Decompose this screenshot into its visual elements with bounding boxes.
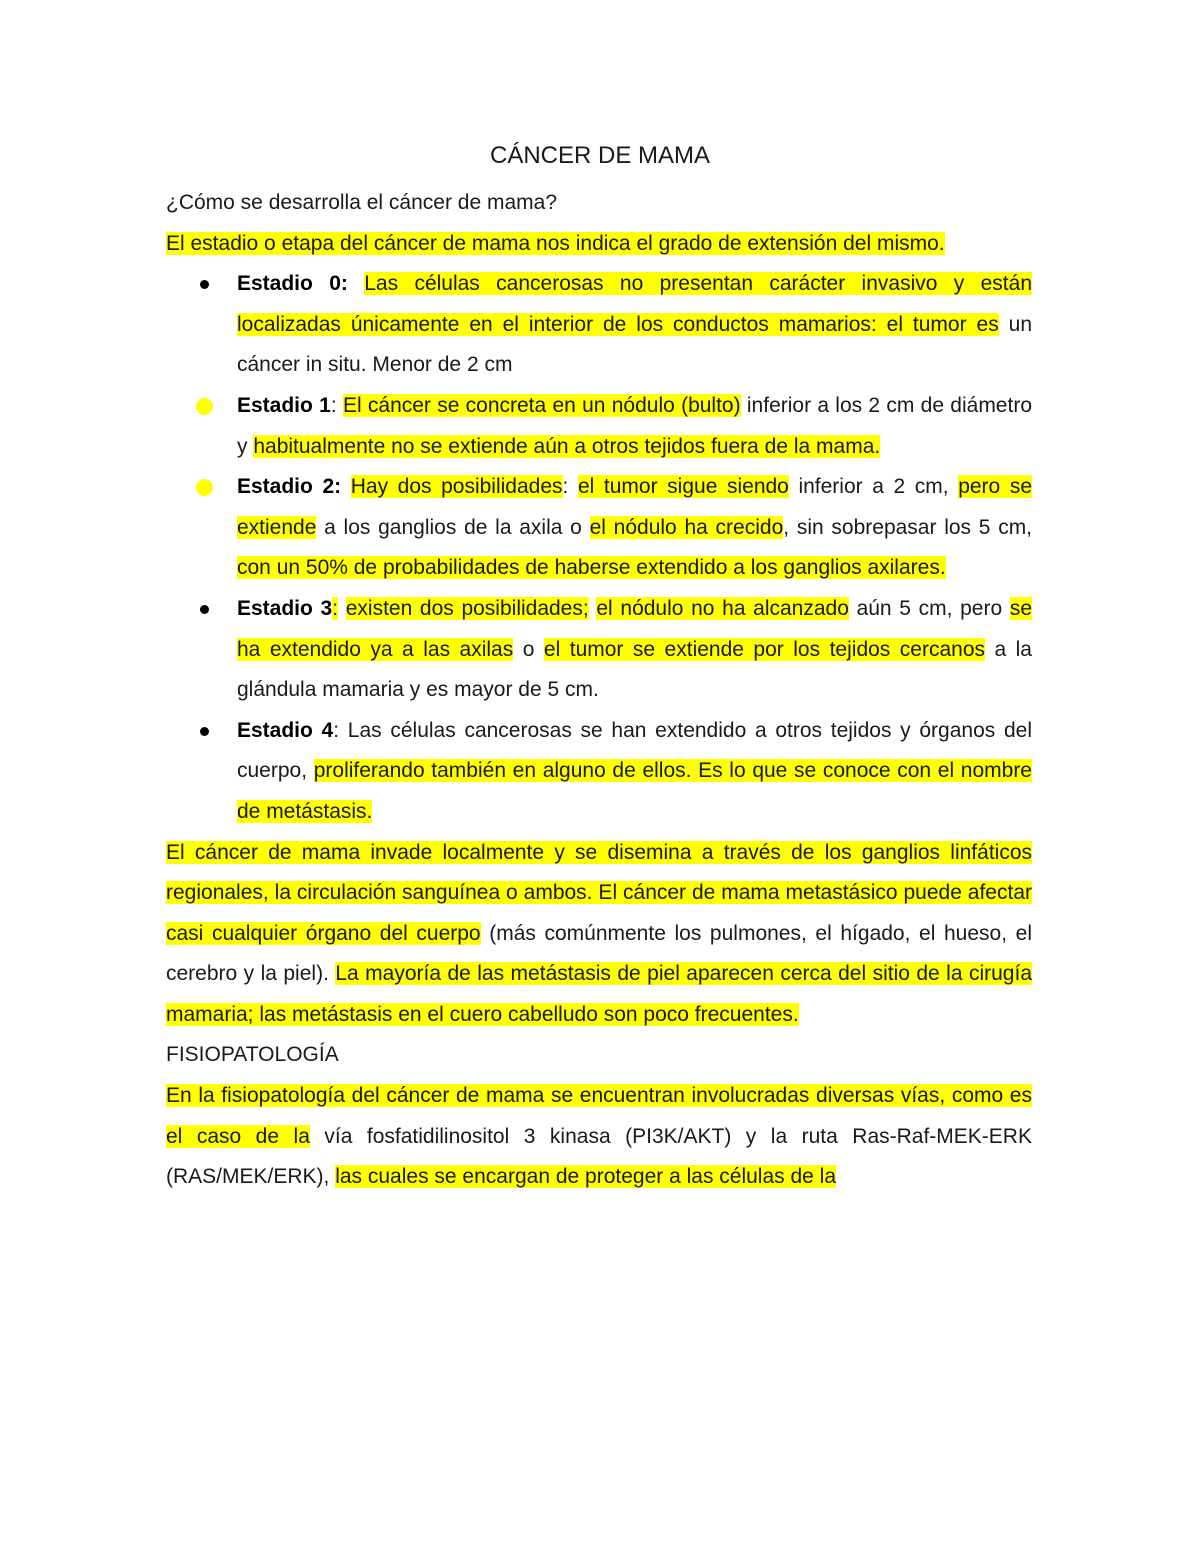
bullet-icon bbox=[200, 280, 209, 289]
bullet-icon bbox=[200, 605, 209, 614]
highlighted-text: : bbox=[332, 596, 339, 620]
stage-label: Estadio 0: bbox=[237, 272, 348, 296]
stage-text bbox=[237, 394, 1032, 458]
highlighted-text: El cáncer se concreta en un nódulo (bulto) bbox=[342, 393, 741, 417]
stage-item bbox=[166, 386, 1032, 467]
highlighted-text: existen dos posibilidades; bbox=[345, 596, 589, 620]
body-text bbox=[338, 597, 346, 620]
stage-text bbox=[237, 475, 1032, 579]
stage-label: Estadio 4 bbox=[237, 718, 334, 742]
body-text: , sin sobrepasar los 5 cm, bbox=[783, 515, 1033, 539]
highlighted-text: las cuales se encargan de proteger a las células de la bbox=[335, 1165, 837, 1189]
highlighted-text: el nódulo no ha alcanzado bbox=[596, 596, 849, 620]
stage-text bbox=[237, 272, 1032, 376]
highlighted-text: habitualmente no se extiende aún a otros tejidos fuera de la mama. bbox=[253, 434, 881, 458]
question-line: ¿Cómo se desarrolla el cáncer de mama? bbox=[166, 191, 558, 214]
body-text: a los ganglios de la axila o bbox=[316, 515, 590, 539]
body-text: inferior a los 2 cm de diámetro y bbox=[237, 393, 1032, 458]
body-text: : bbox=[562, 475, 578, 499]
body-text bbox=[341, 475, 351, 498]
highlighted-text: el tumor se extiende por los tejidos cercanos bbox=[543, 637, 985, 661]
bullet-icon bbox=[200, 402, 209, 411]
body-text: inferior a 2 cm, bbox=[788, 475, 959, 499]
highlighted-text: Hay dos posibilidades bbox=[350, 475, 563, 499]
highlighted-text: pero se extiende bbox=[237, 475, 1033, 539]
stage-item bbox=[166, 467, 1032, 589]
highlighted-text: el tumor sigue siendo bbox=[577, 475, 789, 499]
body-text: a la glándula mamaria y es mayor de 5 cm. bbox=[237, 637, 1032, 702]
highlighted-text: se ha extendido ya a las axilas bbox=[237, 596, 1032, 661]
intro-paragraph bbox=[166, 224, 1032, 265]
highlighted-text: con un 50% de probabilidades de haberse extendido a los ganglios axilares. bbox=[237, 556, 946, 580]
stage-text bbox=[237, 597, 1032, 701]
highlighted-text: La mayoría de las metástasis de piel aparecen cerca del sitio de la cirugía mamaria; las metástasis en el cuero cabelludo son poco frecuentes. bbox=[166, 962, 1032, 1026]
body-text: : bbox=[330, 393, 343, 417]
section-heading: FISIOPATOLOGÍA bbox=[166, 1043, 339, 1067]
body-text: o bbox=[513, 637, 544, 661]
body-text: (más comúnmente los pulmones, el hígado, el hueso, el cerebro y la piel). bbox=[166, 921, 1032, 986]
stage-label: Estadio 1 bbox=[237, 393, 331, 417]
body-text: un cáncer in situ. Menor de 2 cm bbox=[237, 312, 1033, 377]
body-text bbox=[348, 272, 364, 295]
body-text: : Las células cancerosas se han extendido a otros tejidos y órganos del cuerpo, bbox=[237, 718, 1032, 783]
highlighted-text: En la fisiopatología del cáncer de mama se encuentran involucradas diversas vías, como es el caso de la bbox=[166, 1084, 1032, 1148]
document-body bbox=[166, 183, 1032, 1198]
stage-label: Estadio 3 bbox=[237, 596, 333, 620]
stage-label: Estadio 2: bbox=[237, 475, 342, 499]
body-text: aún 5 cm, pero bbox=[848, 596, 1010, 620]
highlighted-text: El cáncer de mama invade localmente y se disemina a través de los ganglios linfáticos regionales, la circulación sanguínea o ambos. El cáncer de mama metastásico puede afectar casi cualquier órgano del cuerpo bbox=[166, 840, 1032, 945]
bullet-icon bbox=[200, 483, 209, 492]
body-text: vía fosfatidilinositol 3 kinasa (PI3K/AKT) y la ruta Ras-Raf-MEK-ERK (RAS/MEK/ERK), bbox=[166, 1124, 1032, 1189]
document-title: CÁNCER DE MAMA bbox=[489, 142, 711, 169]
fisiopatologia-paragraph bbox=[166, 1076, 1032, 1198]
intro-text: El estadio o etapa del cáncer de mama nos indica el grado de extensión del mismo. bbox=[166, 231, 945, 255]
bullet-icon bbox=[200, 727, 209, 736]
highlighted-text: proliferando también en alguno de ellos. Es lo que se conoce con el nombre de metástasis. bbox=[237, 759, 1032, 823]
highlighted-text: Las células cancerosas no presentan carácter invasivo y están localizadas únicamente en el interior de los conductos mamarios: el tumor es bbox=[237, 272, 1032, 336]
stages-list bbox=[166, 264, 1032, 832]
highlighted-text: el nódulo ha crecido bbox=[589, 515, 784, 539]
metastasis-paragraph bbox=[166, 833, 1032, 1036]
stage-item bbox=[166, 264, 1032, 386]
stage-item bbox=[166, 589, 1032, 711]
stage-item bbox=[166, 711, 1032, 833]
stage-text bbox=[237, 719, 1032, 823]
